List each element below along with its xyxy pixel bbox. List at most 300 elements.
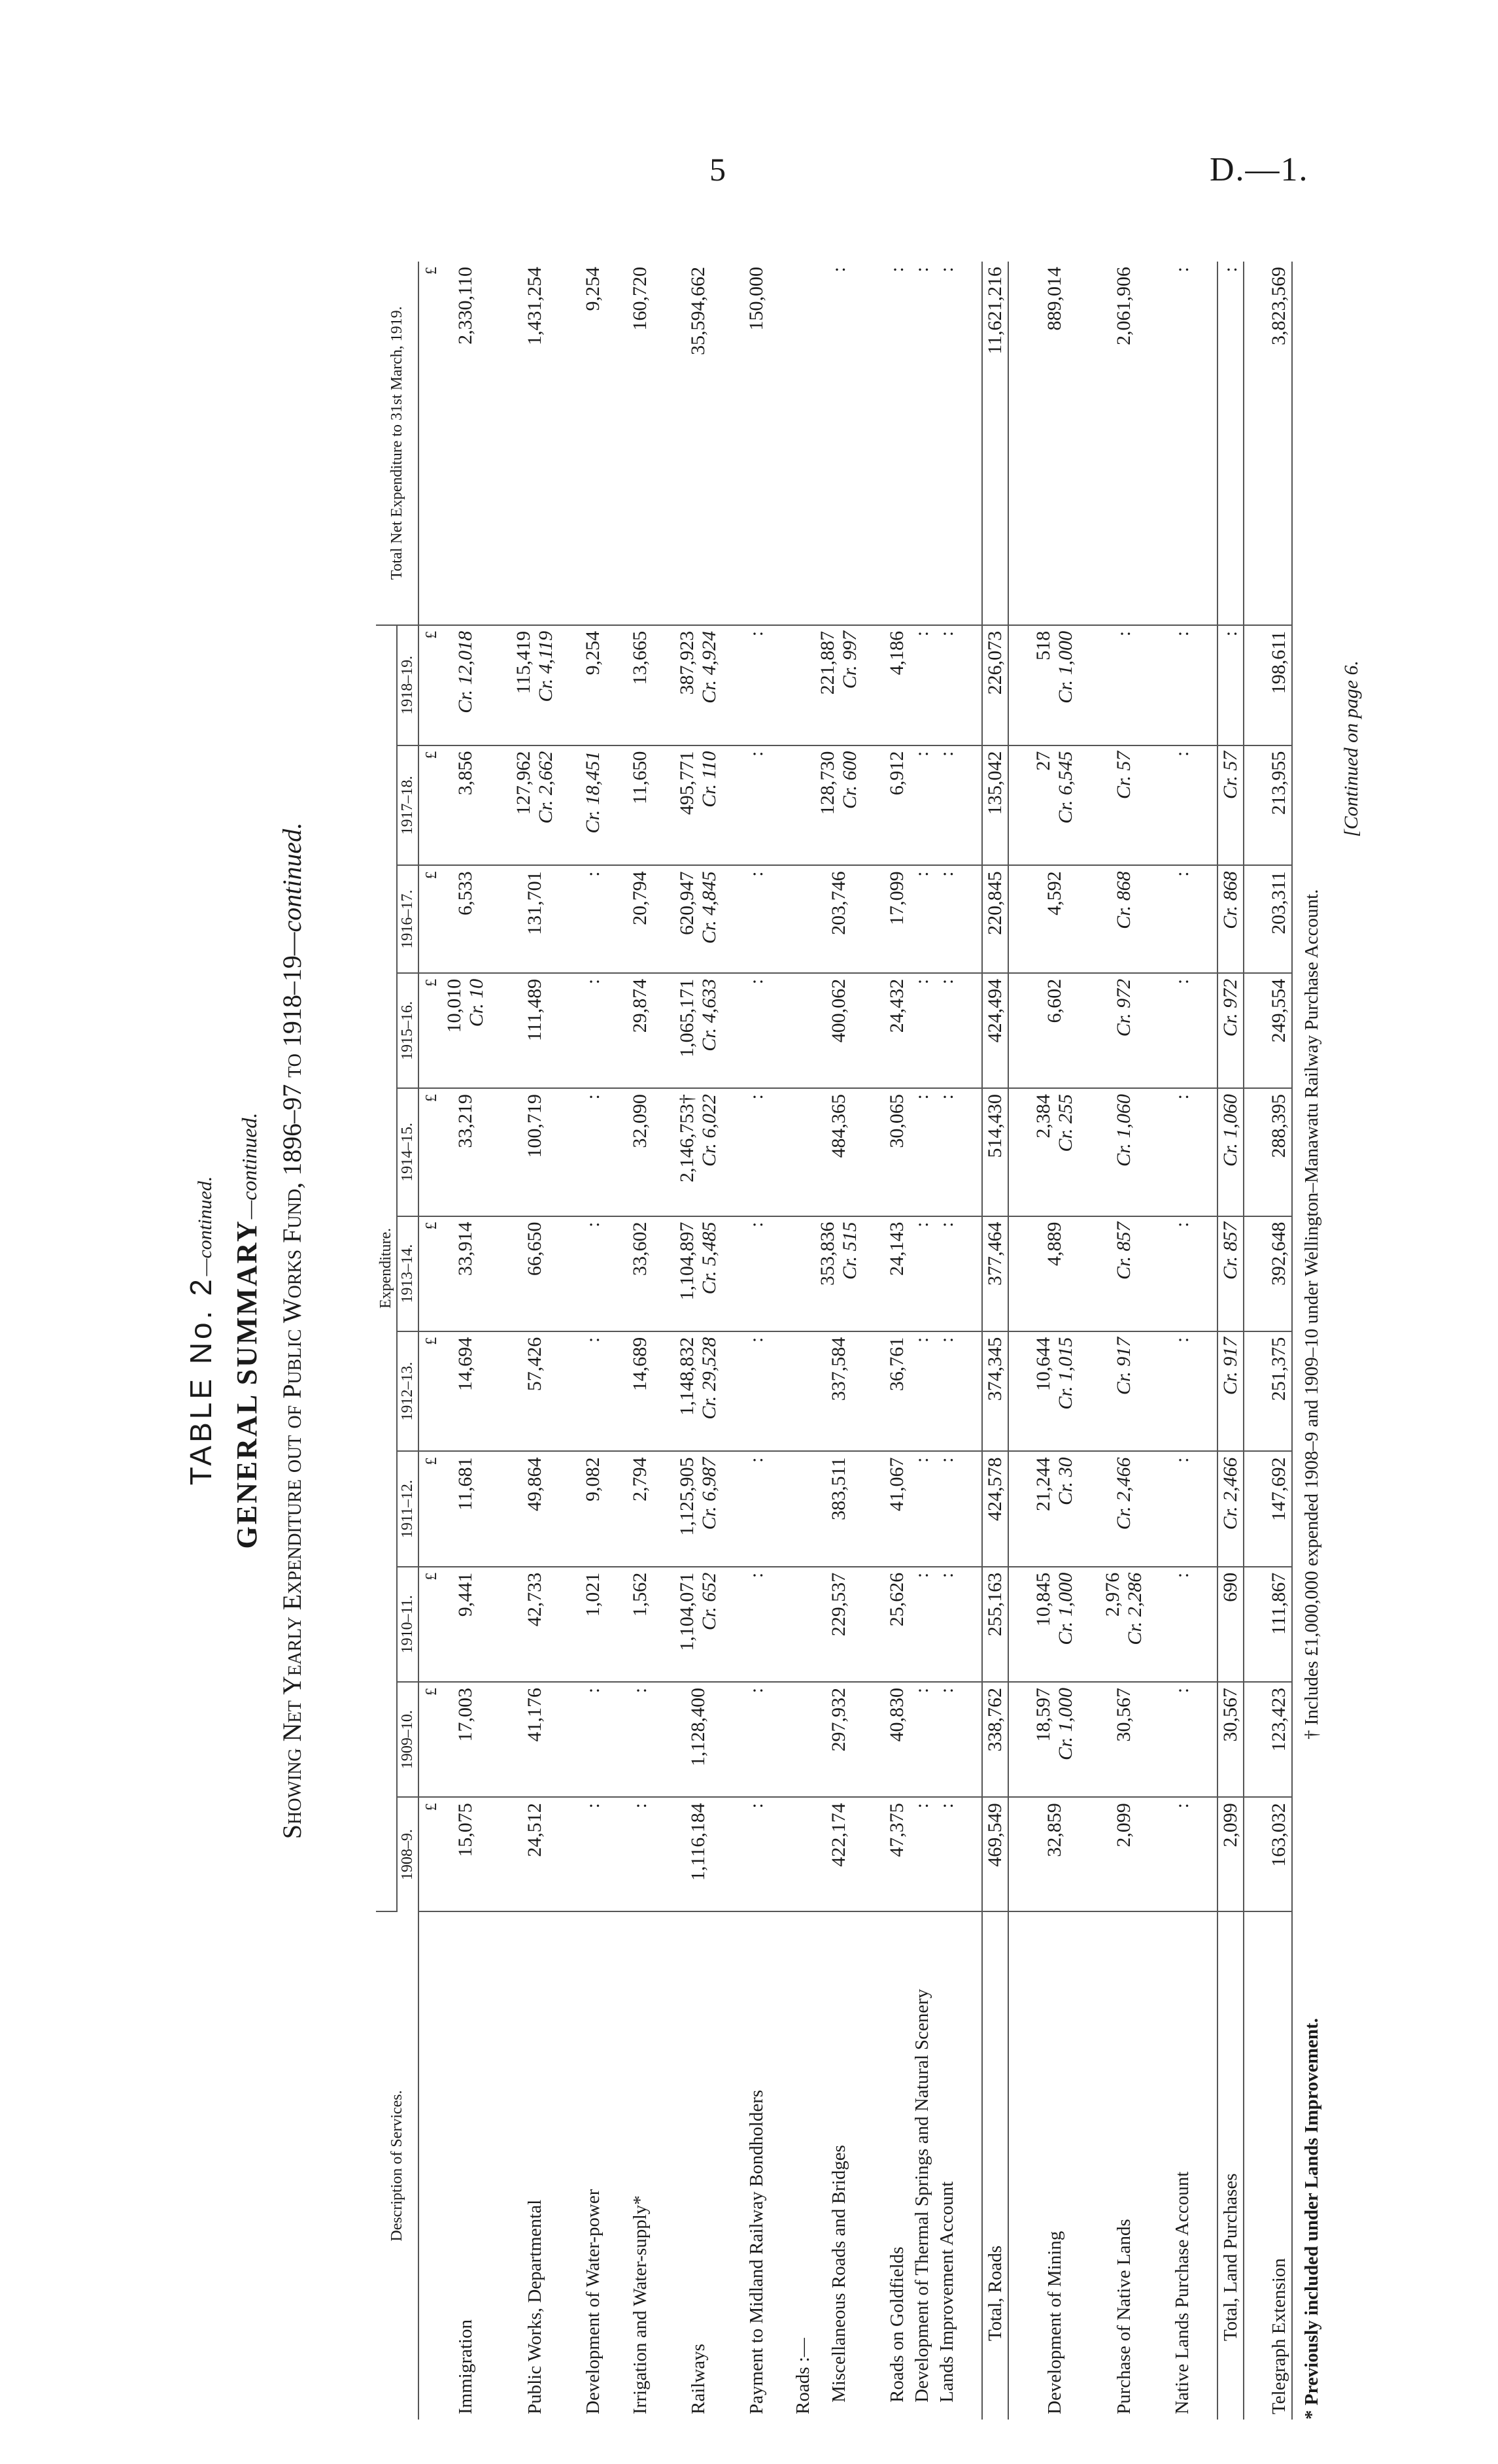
spacer-cell [959,1911,982,2420]
spacer-cell [653,1088,675,1216]
value-cell [982,973,1008,1088]
table-row [934,262,959,2420]
spacer-cell [558,1911,581,2420]
spacer-cell [959,973,982,1088]
spacer-row [1195,262,1217,2420]
spacer-cell [722,1797,744,1911]
spacer-cell [1244,1331,1267,1452]
cell-value: : [745,978,767,985]
cell-value: 2,146,753† [676,1094,698,1183]
cell-value: : [629,1687,651,1694]
spacer-row [1148,262,1170,2420]
value-cell [1217,745,1244,866]
value-cell [1031,1682,1078,1797]
spacer-cell [1008,745,1031,866]
value-cell [934,865,959,973]
spacer-cell [722,262,744,625]
value-cell [815,1682,862,1797]
value-cell [1170,745,1195,866]
cell-value: 400,062 [828,978,849,1043]
spacer-cell [1148,1911,1170,2420]
year-header: 1915–16. [397,973,418,1088]
spacer-cell [489,1216,511,1331]
value-cell [910,625,934,745]
cell-value: 518 [1032,630,1054,660]
value-cell [628,262,653,625]
value-cell [934,625,959,745]
spacer-cell [653,1331,675,1452]
spacer-row [722,262,744,2420]
cell-value: 387,923 [676,630,698,695]
cell-value: : [936,1572,957,1579]
credit-value: Cr. 868 [1113,871,1134,929]
credit-value: Cr. 1,000 [1055,630,1076,704]
spacer-cell [862,1682,885,1797]
spacer-cell [1244,1797,1267,1911]
cell-value: 135,042 [984,751,1006,815]
row-label-text: Total, Roads [984,2245,1006,2341]
spacer-cell [605,1088,628,1216]
value-cell [1267,1088,1292,1216]
cell-value: 2,061,906 [1113,267,1134,345]
spacer-cell [722,1088,744,1216]
table-row [982,262,1008,2420]
cell-value: 203,746 [828,871,849,935]
value-cell [910,262,934,625]
row-label-text: Development of Mining [1044,2231,1065,2414]
value-cell [581,1088,605,1216]
spacer-cell [959,1451,982,1566]
spacer-cell [653,1911,675,2420]
spacer-cell [1195,973,1217,1088]
credit-value: Cr. 652 [698,1572,720,1631]
row-label-text: Total, Land Purchases [1219,2173,1241,2341]
value-cell [1217,1451,1244,1566]
year-header: 1916–17. [397,865,418,973]
value-cell [1217,1797,1244,1911]
cell-value: 1,562 [629,1572,651,1617]
value-cell [628,1451,653,1566]
spacer-cell [1148,1088,1170,1216]
cell-value: 1,431,254 [524,267,545,345]
spacer-cell [1078,1216,1100,1331]
spacer-cell [1195,625,1217,745]
spacer-cell [1195,1088,1217,1216]
value-cell [675,865,722,973]
spacer-cell [1078,1451,1100,1566]
row-label [1217,1911,1244,2420]
cell-value: : [936,630,957,637]
cell-value: : [936,751,957,757]
spacer-row [558,262,581,2420]
spacer-cell [1148,262,1170,625]
cell-value: 9,254 [582,630,604,676]
value-cell [1217,1331,1244,1452]
value-cell [885,262,910,625]
value-cell [1100,1331,1148,1452]
cell-value: 484,365 [828,1094,849,1158]
value-cell [675,745,722,866]
value-cell [1267,1567,1292,1682]
cell-value: 1,021 [582,1572,604,1617]
value-cell [511,1216,558,1331]
value-cell [1267,1216,1292,1331]
spacer-row [653,262,675,2420]
value-cell [1031,1331,1078,1452]
credit-value: Cr. 917 [1219,1337,1241,1395]
value-cell [1031,1797,1078,1911]
cell-value: : [911,1803,932,1809]
value-cell [885,625,910,745]
spacer-cell [1008,1331,1031,1452]
spacer-row [959,262,982,2420]
expenditure-header: Expenditure. [376,625,397,1911]
value-cell [1031,865,1078,973]
value-cell [885,1331,910,1452]
cell-value: : [1171,1457,1193,1463]
cell-value: 41,067 [886,1457,908,1511]
cell-value: : [911,1094,932,1100]
spacer-cell [1008,865,1031,973]
spacer-cell [769,973,791,1088]
row-label-text: Development of Thermal Springs and Natural Scenery [911,1989,932,2403]
value-cell [982,1797,1008,1911]
currency-symbol: £ [418,1682,442,1797]
value-cell [982,1682,1008,1797]
value-cell [1031,625,1078,745]
cell-value: 4,186 [886,630,908,676]
value-cell [744,1216,769,1331]
row-label [1170,1911,1195,2420]
currency-symbol: £ [418,1567,442,1682]
value-cell [581,1682,605,1797]
cell-value: 115,419 [513,630,534,694]
value-cell [885,1682,910,1797]
table-row [744,262,769,2420]
spacer-cell [722,1216,744,1331]
spacer-cell [1078,1682,1100,1797]
spacer-row [1008,262,1031,2420]
cell-value: 9,441 [454,1572,476,1617]
value-cell [628,1331,653,1452]
cell-value: 111,867 [1268,1572,1289,1635]
row-label-text: Roads on Goldfields [886,2246,908,2403]
value-cell [744,1331,769,1452]
value-cell [511,745,558,866]
cell-value: 1,065,171 [676,978,698,1057]
credit-value: Cr. 857 [1113,1222,1134,1280]
spacer-cell [489,262,511,625]
value-cell [511,625,558,745]
spacer-cell [1148,1331,1170,1452]
value-cell [675,1216,722,1331]
value-cell [581,973,605,1088]
spacer-cell [1244,1216,1267,1331]
spacer-cell [605,262,628,625]
spacer-cell [959,1216,982,1331]
cell-value: 33,602 [629,1222,651,1276]
row-label [791,1911,815,2420]
cell-value: 297,932 [828,1687,849,1752]
cell-value: 383,511 [828,1457,849,1520]
cell-value: : [1171,1687,1193,1694]
cell-value: 123,423 [1268,1687,1289,1752]
spacer-cell [722,1451,744,1566]
spacer-cell [769,1088,791,1216]
cell-value: : [828,267,849,273]
value-cell [982,1216,1008,1331]
value-cell [744,973,769,1088]
cell-value: : [936,978,957,985]
currency-symbol: £ [418,1797,442,1911]
spacer-cell [558,262,581,625]
spacer-cell [1195,1451,1217,1566]
spacer-row [862,262,885,2420]
row-label [675,1911,722,2420]
value-cell [1267,865,1292,973]
spacer-cell [605,1797,628,1911]
cell-value: : [582,978,604,985]
row-label [1267,1911,1292,2420]
cell-value: 10,010 [443,978,465,1033]
cell-value: 30,065 [886,1094,908,1148]
credit-value: Cr. 868 [1219,871,1241,929]
cell-value: 424,494 [984,978,1006,1043]
value-cell [815,1451,862,1566]
value-cell [675,1682,722,1797]
value-cell [815,625,862,745]
cell-value: 150,000 [745,267,767,331]
value-cell [1267,1331,1292,1452]
row-label [982,1911,1008,2420]
cell-value: 27 [1032,751,1054,771]
cell-value: 163,032 [1268,1803,1289,1867]
currency-symbol: £ [418,865,442,973]
value-cell [628,865,653,973]
cell-value: : [911,1337,932,1343]
cell-value: 9,082 [582,1457,604,1501]
value-cell [934,1567,959,1682]
currency-row [418,262,442,2420]
value-cell [744,1451,769,1566]
spacer-cell [862,1088,885,1216]
value-cell [910,1682,934,1797]
cell-value: 17,003 [454,1687,476,1742]
cell-value: : [582,1803,604,1809]
value-cell [744,1088,769,1216]
cell-value: : [582,1222,604,1227]
spacer-cell [1195,745,1217,866]
value-cell [1170,1216,1195,1331]
value-cell [442,1682,489,1797]
value-cell [581,1797,605,1911]
cell-value: 2,099 [1113,1803,1134,1847]
cell-value: : [582,1687,604,1694]
credit-value: Cr. 57 [1219,751,1241,799]
spacer-cell [722,625,744,745]
spacer-cell [653,1682,675,1797]
spacer-cell [605,1451,628,1566]
cell-value: 131,701 [524,871,545,935]
spacer-cell [1078,1567,1100,1682]
cell-value: 221,887 [817,630,838,695]
cell-value: : [1171,267,1193,273]
cell-value: : [745,1687,767,1694]
cell-value: 251,375 [1268,1337,1289,1401]
cell-value: 160,720 [629,267,651,331]
spacer-cell [959,625,982,745]
spacer-cell [489,625,511,745]
value-cell [910,1451,934,1566]
credit-value: Cr. 4,924 [698,630,720,704]
spacer-cell [862,625,885,745]
spacer-cell [1008,262,1031,625]
value-cell [1170,1797,1195,1911]
spacer-cell [1148,1682,1170,1797]
spacer-cell [1008,1451,1031,1566]
cell-value: : [911,1457,932,1463]
value-cell [910,865,934,973]
credit-value: Cr. 2,466 [1113,1457,1134,1530]
spacer-cell [605,1216,628,1331]
cell-value: 424,578 [984,1457,1006,1521]
cell-value: 147,692 [1268,1457,1289,1521]
spacer-cell [862,1216,885,1331]
cell-value: : [936,1803,957,1809]
value-cell [628,1088,653,1216]
row-label [910,1911,934,2420]
spacer-cell [862,745,885,866]
value-cell [442,625,489,745]
spacer-cell [1244,1451,1267,1566]
value-cell [1100,1451,1148,1566]
empty-cell [791,625,815,745]
spacer-cell [1078,973,1100,1088]
cell-value: 288,395 [1268,1094,1289,1158]
value-cell [815,1797,862,1911]
cell-value: 213,955 [1268,751,1289,815]
spacer-cell [959,865,982,973]
cell-value: 42,733 [524,1572,545,1627]
credit-value: Cr. 30 [1055,1457,1076,1505]
value-cell [934,745,959,866]
cell-value: 47,375 [886,1803,908,1857]
currency-symbol: £ [418,1451,442,1566]
value-cell [885,1567,910,1682]
row-label-text: Immigration [454,2319,476,2414]
value-cell [581,1216,605,1331]
continued-note: [Continued on page 6. [1340,660,1362,837]
value-cell [628,625,653,745]
year-header: 1910–11. [397,1567,418,1682]
table-row [885,262,910,2420]
cell-value: 392,648 [1268,1222,1289,1286]
value-cell [982,1331,1008,1452]
value-cell [1170,1451,1195,1566]
spacer-cell [1195,1682,1217,1797]
spacer-cell [1195,1216,1217,1331]
value-cell [675,1088,722,1216]
cell-value: : [582,1094,604,1100]
cell-value: 4,889 [1044,1222,1065,1267]
cell-value: : [1219,630,1241,637]
value-cell [1217,625,1244,745]
value-cell [442,865,489,973]
cell-value: : [886,267,908,273]
value-cell [1100,1088,1148,1216]
credit-value: Cr. 2,286 [1124,1572,1146,1645]
cell-value: 374,345 [984,1337,1006,1401]
total-header: Total Net Expenditure to 31st March, 1919. [376,262,418,625]
year-header: 1908–9. [397,1797,418,1911]
cell-value: 338,762 [984,1687,1006,1752]
table-row [581,262,605,2420]
spacer-cell [653,1451,675,1566]
empty-cell [791,865,815,973]
spacer-cell [1008,1797,1031,1911]
cell-value: 2,330,110 [454,267,476,345]
row-label [628,1911,653,2420]
spacer-cell [722,745,744,866]
spacer-cell [558,1216,581,1331]
value-cell [982,625,1008,745]
spacer-cell [769,745,791,866]
year-header: 1918–19. [397,625,418,745]
spacer-cell [1078,1088,1100,1216]
cell-value: 620,947 [676,871,698,935]
spacer-row [769,262,791,2420]
value-cell [442,973,489,1088]
spacer-cell [489,1451,511,1566]
value-cell [910,973,934,1088]
spacer-cell [1008,625,1031,745]
spacer-cell [558,1331,581,1452]
value-cell [982,262,1008,625]
value-cell [910,1567,934,1682]
value-cell [442,745,489,866]
empty-cell [791,973,815,1088]
cell-value: : [1171,1337,1193,1343]
cell-value: 11,621,216 [984,267,1006,354]
row-label-text: Miscellaneous Roads and Bridges [828,2145,849,2403]
cell-value: 10,845 [1032,1572,1054,1627]
spacer-cell [653,745,675,866]
value-cell [1217,1216,1244,1331]
value-cell [675,262,722,625]
cell-value: : [1113,630,1134,637]
cell-value: 49,864 [524,1457,545,1511]
spacer-cell [653,973,675,1088]
credit-value: Cr. 29,528 [698,1337,720,1420]
cell-value: 17,099 [886,871,908,925]
cell-value: 100,719 [524,1094,545,1158]
value-cell [442,1797,489,1911]
currency-desc-cell [418,1911,442,2420]
summary-title [230,242,264,2420]
cell-value: 30,567 [1113,1687,1134,1742]
year-header: 1912–13. [397,1331,418,1452]
cell-value: : [936,1687,957,1694]
cell-value: 4,592 [1044,871,1065,915]
value-cell [910,1088,934,1216]
document-reference: D.—1. [1210,151,1309,188]
table-row [511,262,558,2420]
spacer-cell [605,865,628,973]
spacer-cell [1078,1331,1100,1452]
value-cell [442,1331,489,1452]
spacer-cell [1195,1797,1217,1911]
cell-value: 2,099 [1219,1803,1241,1847]
